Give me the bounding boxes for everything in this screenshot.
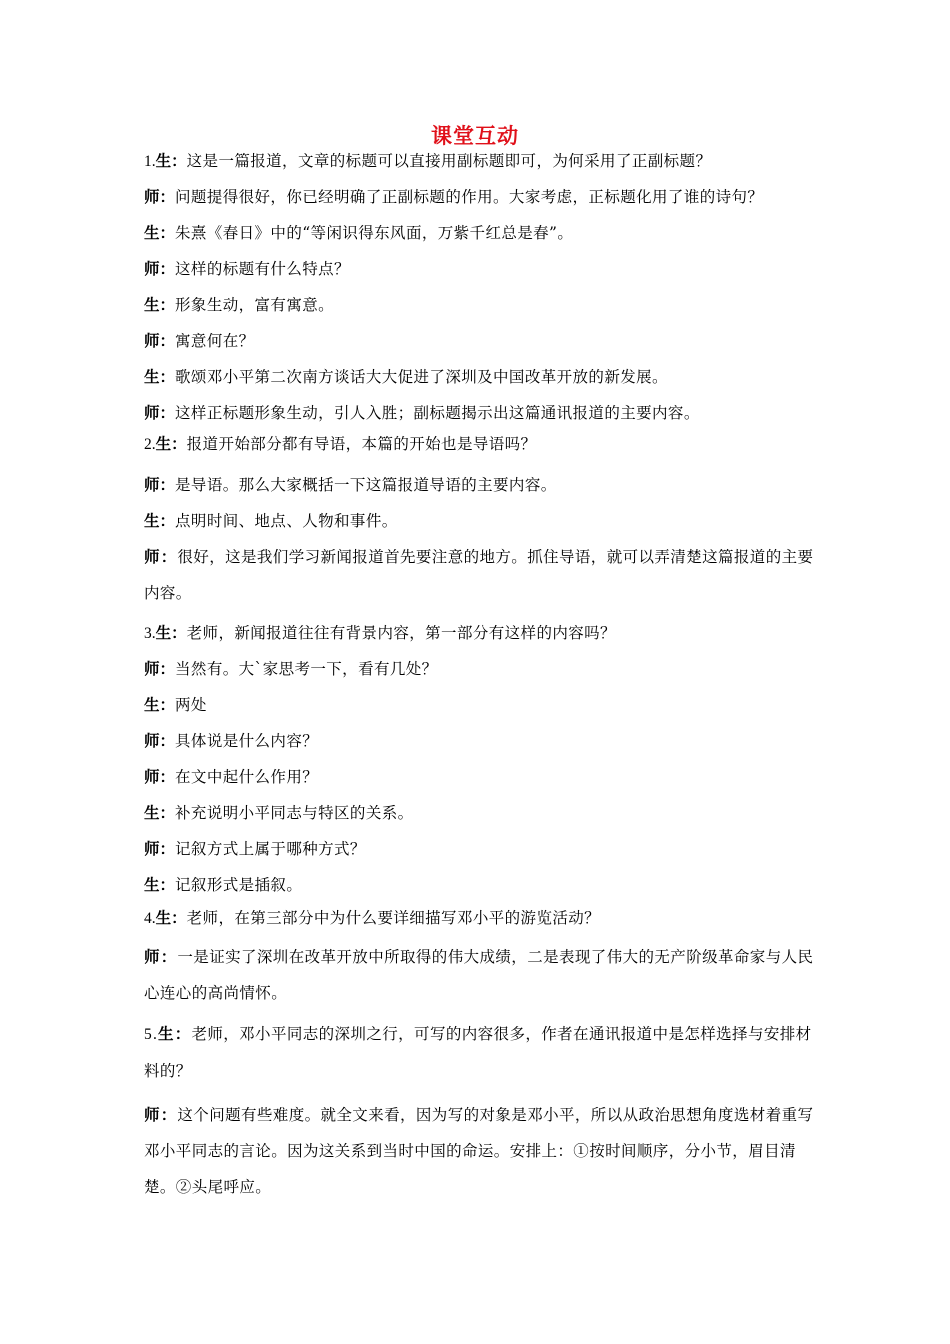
speaker-label: 生： bbox=[155, 434, 187, 453]
dialogue-line bbox=[144, 473, 814, 497]
speaker-label: 生： bbox=[144, 511, 176, 530]
dialogue-text: 老师，邓小平同志的深圳之行，可写的内容很多，作者在通讯报道中是怎样选择与安排材料的？ bbox=[144, 1025, 812, 1080]
dialogue-line bbox=[144, 185, 814, 209]
page-title: 课堂互动 bbox=[431, 124, 519, 148]
question-number: 2. bbox=[144, 436, 156, 453]
dialogue-line bbox=[144, 657, 814, 681]
dialogue-line bbox=[144, 939, 814, 1011]
dialogue-text: 老师，新闻报道往往有背景内容，第一部分有这样的内容吗？ bbox=[186, 624, 616, 642]
speaker-label: 生： bbox=[144, 367, 176, 386]
dialogue-text: 形象生动，富有寓意。 bbox=[175, 296, 335, 314]
dialogue-text: 这样正标题形象生动，引人入胜；副标题揭示出这篇通讯报道的主要内容。 bbox=[175, 404, 700, 422]
speaker-label: 生： bbox=[144, 875, 176, 894]
dialogue-text: 在文中起什么作用？ bbox=[175, 768, 319, 786]
speaker-label: 师： bbox=[144, 331, 176, 350]
dialogue-text: 歌颂邓小平第二次南方谈话大大促进了深圳及中国改革开放的新发展。 bbox=[175, 368, 668, 386]
dialogue-text: 补充说明小平同志与特区的关系。 bbox=[175, 804, 414, 822]
dialogue-text: 这个问题有些难度。就全文来看，因为写的对象是邓小平，所以从政治思想角度选材着重写邓小平同志的言论。因为这关系到当时中国的命运。安排上：①按时间顺序，分小节，眉目清楚。②头尾呼应。 bbox=[144, 1106, 814, 1196]
dialogue-text: 是导语。那么大家概括一下这篇报道导语的主要内容。 bbox=[175, 476, 557, 494]
dialogue-text: 很好，这是我们学习新闻报道首先要注意的地方。抓住导语，就可以弄清楚这篇报道的主要内容。 bbox=[144, 548, 814, 602]
speaker-label: 生： bbox=[155, 623, 187, 642]
dialogue-line bbox=[144, 801, 814, 825]
question-number: 3. bbox=[144, 625, 156, 642]
speaker-label: 师： bbox=[144, 403, 176, 422]
speaker-label: 师： bbox=[144, 731, 176, 750]
dialogue-text: 当然有。大`家思考一下，看有几处？ bbox=[175, 660, 438, 678]
dialogue-text: 问题提得很好，你已经明确了正副标题的作用。大家考虑，正标题化用了谁的诗句？ bbox=[175, 188, 764, 206]
dialogue-text: 寓意何在？ bbox=[175, 332, 255, 350]
dialogue-line bbox=[144, 257, 814, 281]
dialogue-line bbox=[144, 293, 814, 317]
dialogue-line bbox=[144, 837, 814, 861]
dialogue-line bbox=[144, 621, 814, 646]
dialogue-line bbox=[144, 873, 814, 897]
speaker-label: 生： bbox=[155, 151, 187, 170]
dialogue-text: 点明时间、地点、人物和事件。 bbox=[175, 512, 398, 530]
dialogue-line bbox=[144, 221, 814, 245]
dialogue-line bbox=[144, 1016, 814, 1089]
dialogue-text: 报道开始部分都有导语，本篇的开始也是导语吗？ bbox=[186, 435, 537, 453]
dialogue-line bbox=[144, 765, 814, 789]
dialogue-line bbox=[144, 509, 814, 533]
dialogue-text: 朱熹《春日》中的“等闲识得东风面，万紫千红总是春”。 bbox=[175, 224, 574, 242]
speaker-label: 师： bbox=[144, 259, 176, 278]
speaker-label: 生： bbox=[155, 908, 187, 927]
speaker-label: 生： bbox=[144, 695, 176, 714]
speaker-label: 师： bbox=[144, 767, 176, 786]
speaker-label: 师： bbox=[144, 947, 178, 966]
dialogue-line bbox=[144, 329, 814, 353]
dialogue-line bbox=[144, 365, 814, 389]
dialogue-line bbox=[144, 432, 814, 457]
speaker-label: 师： bbox=[144, 547, 178, 566]
speaker-label: 生： bbox=[158, 1024, 192, 1043]
dialogue-line bbox=[144, 401, 814, 425]
dialogue-line bbox=[144, 729, 814, 753]
speaker-label: 师： bbox=[144, 839, 176, 858]
dialogue-text: 这是一篇报道，文章的标题可以直接用副标题即可，为何采用了正副标题？ bbox=[186, 152, 712, 170]
dialogue-line bbox=[144, 1097, 814, 1205]
dialogue-text: 记叙形式是插叙。 bbox=[175, 876, 303, 894]
dialogue-line bbox=[144, 906, 814, 931]
speaker-label: 师： bbox=[144, 1105, 178, 1124]
dialogue-text: 记叙方式上属于哪种方式？ bbox=[175, 840, 366, 858]
speaker-label: 生： bbox=[144, 223, 176, 242]
speaker-label: 生： bbox=[144, 803, 176, 822]
dialogue-text: 老师，在第三部分中为什么要详细描写邓小平的游览活动？ bbox=[186, 909, 601, 927]
dialogue-text: 一是证实了深圳在改革开放中所取得的伟大成绩，二是表现了伟大的无产阶级革命家与人民心连心的高尚情怀。 bbox=[144, 948, 814, 1002]
dialogue-line bbox=[144, 693, 814, 717]
dialogue-text: 这样的标题有什么特点？ bbox=[175, 260, 350, 278]
question-number: 4. bbox=[144, 910, 156, 927]
speaker-label: 师： bbox=[144, 659, 176, 678]
dialogue-text: 两处 bbox=[175, 696, 207, 714]
question-number: 1. bbox=[144, 153, 156, 170]
speaker-label: 生： bbox=[144, 295, 176, 314]
speaker-label: 师： bbox=[144, 475, 176, 494]
dialogue-text: 具体说是什么内容？ bbox=[175, 732, 319, 750]
speaker-label: 师： bbox=[144, 187, 176, 206]
dialogue-line bbox=[144, 539, 814, 611]
question-number: 5. bbox=[144, 1026, 159, 1043]
dialogue-line bbox=[144, 149, 814, 174]
